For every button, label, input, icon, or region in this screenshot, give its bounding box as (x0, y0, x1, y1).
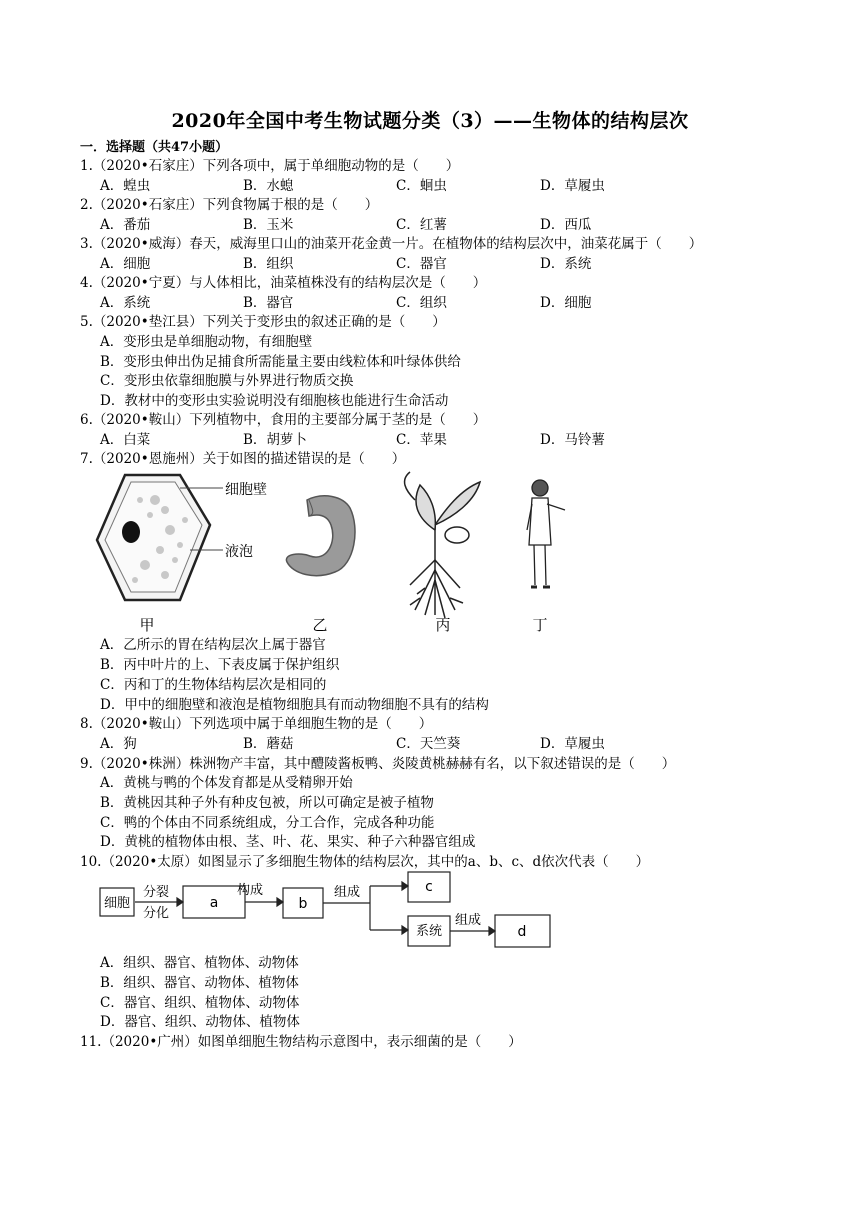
question-1-stem: 1.（2020•石家庄）下列各项中，属于单细胞动物的是（ ） (80, 158, 460, 174)
box-d-label: d (517, 924, 527, 940)
person-drawing (527, 480, 565, 587)
question-8-option-d[interactable]: D．草履虫 (540, 736, 605, 752)
question-7-option-c[interactable]: C．丙和丁的生物体结构层次是相同的 (100, 677, 327, 693)
question-5-option-a[interactable]: A．变形虫是单细胞动物，有细胞壁 (100, 334, 313, 350)
question-8-stem: 8.（2020•鞍山）下列选项中属于单细胞生物的是（ ） (80, 716, 433, 732)
question-5-option-b[interactable]: B．变形虫伸出伪足捕食所需能量主要由线粒体和叶绿体供给 (100, 354, 461, 370)
figure-10-flowchart (95, 868, 560, 950)
question-8-option-c[interactable]: C．天竺葵 (396, 736, 461, 752)
differentiate-label: 分化 (142, 906, 170, 921)
question-6-stem: 6.（2020•鞍山）下列植物中，食用的主要部分属于茎的是（ ） (80, 412, 487, 428)
question-5-stem: 5.（2020•垫江县）下列关于变形虫的叙述正确的是（ ） (80, 314, 446, 330)
question-2-option-d[interactable]: D．西瓜 (540, 217, 592, 233)
figure-7 (95, 470, 585, 635)
question-3-option-c[interactable]: C．器官 (396, 256, 447, 272)
question-5-option-c[interactable]: C．变形虫依靠细胞膜与外界进行物质交换 (100, 373, 354, 389)
question-1-option-d[interactable]: D．草履虫 (540, 178, 605, 194)
question-2-option-c[interactable]: C．红薯 (396, 217, 447, 233)
question-2-stem: 2.（2020•石家庄）下列食物属于根的是（ ） (80, 197, 379, 213)
seedling-drawing (405, 472, 480, 618)
question-10-stem: 10.（2020•太原）如图显示了多细胞生物体的结构层次，其中的a、b、c、d依次代表（ ） (80, 854, 650, 870)
question-9-option-a[interactable]: A．黄桃与鸭的个体发育都是从受精卵开始 (100, 775, 353, 791)
question-11-stem: 11.（2020•广州）如图单细胞生物结构示意图中，表示细菌的是（ ） (80, 1034, 522, 1050)
box-b-label: b (298, 896, 308, 912)
compose-label-1: 组成 (333, 885, 361, 900)
divide-label: 分裂 (142, 885, 170, 900)
question-9-stem: 9.（2020•株洲）株洲物产丰富，其中醴陵酱板鸭、炎陵黄桃赫赫有名，以下叙述错误的是（ ） (80, 756, 676, 772)
page-title: 2020年全国中考生物试题分类（3）——生物体的结构层次 (171, 110, 689, 132)
cell-wall-label: 细胞壁 (225, 482, 267, 498)
question-2-option-b[interactable]: B．玉米 (243, 217, 294, 233)
form-label: 构成 (236, 883, 264, 898)
question-4-stem: 4.（2020•宁夏）与人体相比，油菜植株没有的结构层次是（ ） (80, 275, 487, 291)
question-4-option-b[interactable]: B．器官 (243, 295, 294, 311)
question-8-option-a[interactable]: A．狗 (100, 736, 137, 752)
compose-label-2: 组成 (454, 913, 482, 928)
system-box-label: 系统 (415, 924, 443, 939)
question-6-option-b[interactable]: B．胡萝卜 (243, 432, 307, 448)
question-10-option-a[interactable]: A．组织、器官、植物体、动物体 (100, 955, 299, 971)
question-1-option-a[interactable]: A．蝗虫 (100, 178, 151, 194)
caption-jia: 甲 (139, 616, 155, 634)
question-6-option-a[interactable]: A．白菜 (100, 432, 151, 448)
plant-cell-drawing (97, 475, 223, 600)
question-3-stem: 3.（2020•威海）春天，威海里口山的油菜开花金黄一片。在植物体的结构层次中，油菜花属于（ ） (80, 236, 703, 252)
question-7-option-b[interactable]: B．丙中叶片的上、下表皮属于保护组织 (100, 657, 340, 673)
stomach-drawing (286, 496, 355, 576)
question-4-option-a[interactable]: A．系统 (100, 295, 151, 311)
question-4-option-c[interactable]: C．组织 (396, 295, 447, 311)
question-4-option-d[interactable]: D．细胞 (540, 295, 592, 311)
question-7-stem: 7.（2020•恩施州）关于如图的描述错误的是（ ） (80, 451, 406, 467)
caption-yi: 乙 (312, 616, 328, 634)
vacuole-label: 液泡 (225, 544, 253, 560)
question-10-option-b[interactable]: B．组织、器官、动物体、植物体 (100, 975, 299, 991)
question-3-option-d[interactable]: D．系统 (540, 256, 592, 272)
question-9-option-c[interactable]: C．鸭的个体由不同系统组成，分工合作，完成各种功能 (100, 815, 435, 831)
caption-ding: 丁 (532, 616, 548, 634)
question-7-option-d[interactable]: D．甲中的细胞壁和液泡是植物细胞具有而动物细胞不具有的结构 (100, 697, 489, 713)
question-10-option-d[interactable]: D．器官、组织、动物体、植物体 (100, 1014, 300, 1030)
question-8-option-b[interactable]: B．蘑菇 (243, 736, 294, 752)
box-c-label: c (425, 879, 433, 895)
question-7-option-a[interactable]: A．乙所示的胃在结构层次上属于器官 (100, 637, 326, 653)
question-9-option-d[interactable]: D．黄桃的植物体由根、茎、叶、花、果实、种子六种器官组成 (100, 834, 476, 850)
question-3-option-b[interactable]: B．组织 (243, 256, 294, 272)
cell-box-label: 细胞 (103, 896, 131, 911)
caption-bing: 丙 (435, 616, 451, 634)
box-a-label: a (209, 895, 219, 911)
question-3-option-a[interactable]: A．细胞 (100, 256, 151, 272)
question-2-option-a[interactable]: A．番茄 (100, 217, 151, 233)
question-5-option-d[interactable]: D．教材中的变形虫实验说明没有细胞核也能进行生命活动 (100, 393, 449, 409)
section-heading: 一．选择题（共47小题） (80, 140, 229, 155)
question-1-option-c[interactable]: C．蛔虫 (396, 178, 447, 194)
question-6-option-d[interactable]: D．马铃薯 (540, 432, 605, 448)
question-1-option-b[interactable]: B．水螅 (243, 178, 294, 194)
question-10-option-c[interactable]: C．器官、组织、植物体、动物体 (100, 995, 300, 1011)
question-9-option-b[interactable]: B．黄桃因其种子外有种皮包被，所以可确定是被子植物 (100, 795, 434, 811)
question-6-option-c[interactable]: C．苹果 (396, 432, 447, 448)
